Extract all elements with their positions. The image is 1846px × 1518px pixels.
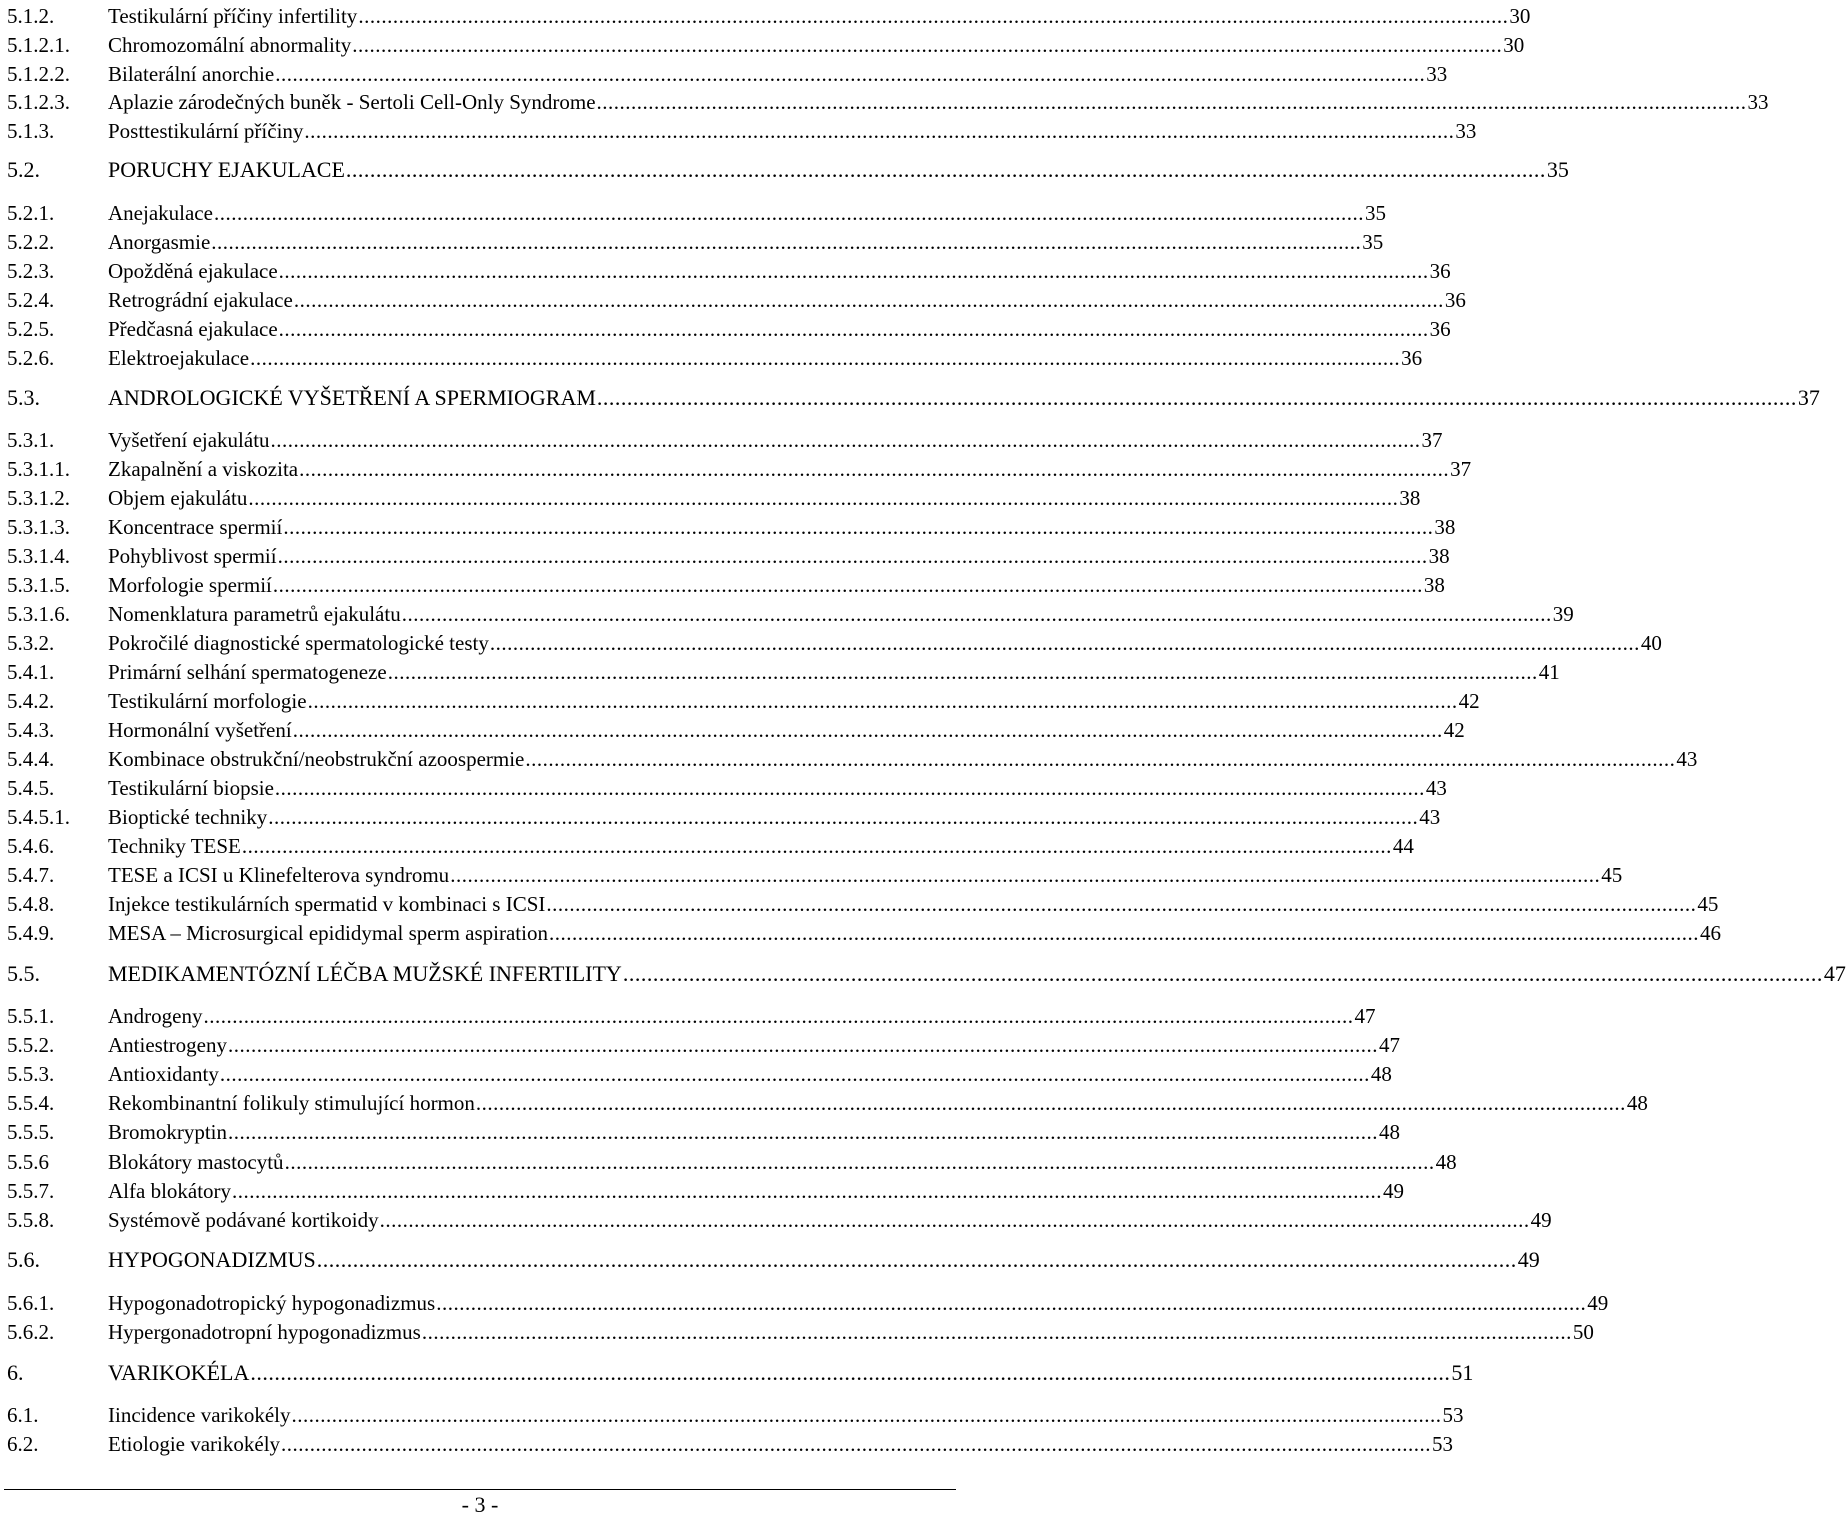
toc-entry-number: 5.3.1. — [7, 428, 55, 452]
toc-entry[interactable] — [7, 1244, 1540, 1272]
toc-entry[interactable] — [7, 58, 1448, 86]
toc-entry-number: 5.2.6. — [7, 346, 55, 370]
toc-entry-title: Koncentrace spermií — [108, 515, 283, 539]
toc-entry-title: Zkapalnění a viskozita — [108, 457, 299, 481]
toc-entry[interactable] — [7, 482, 1421, 510]
toc-entry-number: 5.4.5.1. — [7, 805, 70, 829]
toc-dot-leader: ........................................................................................................................................................................................................ — [387, 660, 1538, 684]
toc-entry-number: 5.6.1. — [7, 1291, 55, 1315]
toc-entry-title: Hormonální vyšetření — [108, 718, 292, 742]
toc-entry-number: 5.6.2. — [7, 1320, 55, 1344]
toc-entry-title: Retrográdní ejakulace — [108, 288, 293, 312]
toc-entry-number: 5.3.1.3. — [7, 515, 70, 539]
toc-entry[interactable] — [7, 598, 1574, 626]
toc-entry-number: 5.2.5. — [7, 317, 55, 341]
toc-entry-number: 5.5.2. — [7, 1033, 55, 1057]
toc-entry-title: ANDROLOGICKÉ VYŠETŘENÍ A SPERMIOGRAM — [108, 385, 596, 410]
toc-dot-leader: ........................................................................................................................................................................................................ — [307, 689, 1458, 713]
toc-entry-page: 47 — [1378, 1033, 1400, 1057]
toc-entry-number: 5.3.1.1. — [7, 457, 70, 481]
toc-entry-number: 5.2.3. — [7, 259, 55, 283]
toc-dot-leader: ........................................................................................................................................................................................................ — [450, 863, 1601, 887]
toc-entry-title: Kombinace obstrukční/neobstrukční azoospermie — [108, 747, 525, 771]
toc-entry-page: 48 — [1435, 1150, 1457, 1174]
footer-divider — [4, 1489, 956, 1490]
toc-entry-title: Anejakulace — [108, 201, 213, 225]
toc-entry[interactable] — [7, 627, 1662, 655]
toc-entry[interactable] — [7, 342, 1423, 370]
toc-entry-number: 5.4.6. — [7, 834, 55, 858]
toc-entry-number: 5.6. — [7, 1247, 40, 1272]
toc-entry-title: Nomenklatura parametrů ejakulátu — [108, 602, 401, 626]
toc-entry-page: 30 — [1503, 33, 1525, 57]
toc-dot-leader: ........................................................................................................................................................................................................ — [546, 892, 1697, 916]
toc-dot-leader: ........................................................................................................................................................................................................ — [275, 62, 1426, 86]
toc-dot-leader: ........................................................................................................................................................................................................ — [345, 157, 1546, 182]
toc-dot-leader: ........................................................................................................................................................................................................ — [379, 1208, 1530, 1232]
toc-entry-title: Pokročilé diagnostické spermatologické testy — [108, 631, 489, 655]
toc-entry[interactable] — [7, 255, 1451, 283]
toc-entry[interactable] — [7, 1204, 1552, 1232]
toc-entry-page: 38 — [1423, 573, 1445, 597]
toc-entry-title: Antiestrogeny — [108, 1033, 227, 1057]
toc-entry-page: 53 — [1442, 1403, 1464, 1427]
toc-entry-number: 5.4.8. — [7, 892, 55, 916]
toc-entry-title: Posttestikulární příčiny — [108, 119, 304, 143]
toc-entry[interactable] — [7, 714, 1465, 742]
toc-entry-page: 49 — [1587, 1291, 1609, 1315]
toc-entry[interactable] — [7, 859, 1623, 887]
toc-entry-page: 47 — [1823, 961, 1846, 986]
toc-dot-leader: ........................................................................................................................................................................................................ — [291, 1403, 1442, 1427]
toc-dot-leader: ........................................................................................................................................................................................................ — [284, 1150, 1435, 1174]
toc-entry-number: 5.5.8. — [7, 1208, 55, 1232]
toc-entry[interactable] — [7, 1357, 1474, 1385]
toc-entry-number: 5.3.1.2. — [7, 486, 70, 510]
toc-entry-page: 43 — [1419, 805, 1441, 829]
toc-dot-leader: ........................................................................................................................................................................................................ — [250, 346, 1401, 370]
toc-entry-title: Vyšetření ejakulátu — [108, 428, 270, 452]
toc-entry-page: 43 — [1425, 776, 1447, 800]
toc-dot-leader: ........................................................................................................................................................................................................ — [241, 834, 1392, 858]
toc-entry-page: 30 — [1509, 4, 1531, 28]
toc-dot-leader: ........................................................................................................................................................................................................ — [596, 90, 1747, 114]
page-number: - 3 - — [461, 1492, 499, 1517]
toc-entry-page: 36 — [1401, 346, 1423, 370]
toc-entry[interactable] — [7, 830, 1414, 858]
toc-entry-page: 40 — [1640, 631, 1662, 655]
toc-entry-page: 38 — [1399, 486, 1421, 510]
toc-entry-title: Testikulární biopsie — [108, 776, 274, 800]
toc-entry-number: 5.3.1.5. — [7, 573, 70, 597]
toc-dot-leader: ........................................................................................................................................................................................................ — [232, 1179, 1383, 1203]
toc-entry-page: 50 — [1572, 1320, 1594, 1344]
toc-entry-title: TESE a ICSI u Klinefelterova syndromu — [108, 863, 450, 887]
toc-dot-leader: ........................................................................................................................................................................................................ — [278, 317, 1429, 341]
toc-entry-title: Blokátory mastocytů — [108, 1150, 284, 1174]
toc-entry-number: 5.5.7. — [7, 1179, 55, 1203]
toc-entry[interactable] — [7, 511, 1456, 539]
toc-entry[interactable] — [7, 197, 1386, 225]
toc-entry-page: 49 — [1530, 1208, 1552, 1232]
toc-entry-page: 33 — [1426, 62, 1448, 86]
toc-entry-title: Testikulární morfologie — [108, 689, 307, 713]
toc-entry[interactable] — [7, 86, 1769, 114]
toc-entry-title: Iincidence varikokély — [108, 1403, 291, 1427]
toc-entry-number: 6. — [7, 1360, 24, 1385]
toc-dot-leader: ........................................................................................................................................................................................................ — [436, 1291, 1587, 1315]
toc-entry-page: 53 — [1432, 1432, 1454, 1456]
toc-dot-leader: ........................................................................................................................................................................................................ — [622, 961, 1823, 986]
toc-entry-title: Injekce testikulárních spermatid v kombinaci s ICSI — [108, 892, 546, 916]
toc-entry-title: Primární selhání spermatogeneze — [108, 660, 387, 684]
toc-entry[interactable] — [7, 1316, 1594, 1344]
toc-entry[interactable] — [7, 1087, 1648, 1115]
toc-entry-page: 33 — [1455, 119, 1477, 143]
toc-entry-number: 5.4.1. — [7, 660, 55, 684]
toc-entry-page: 44 — [1392, 834, 1414, 858]
toc-entry-number: 6.1. — [7, 1403, 39, 1427]
toc-entry[interactable] — [7, 154, 1569, 182]
toc-entry[interactable] — [7, 888, 1719, 916]
toc-entry-page: 33 — [1747, 90, 1769, 114]
toc-entry[interactable] — [7, 540, 1450, 568]
toc-entry-page: 49 — [1383, 1179, 1405, 1203]
toc-entry-title: Pohyblivost spermií — [108, 544, 277, 568]
toc-entry-title: Alfa blokátory — [108, 1179, 232, 1203]
toc-entry[interactable] — [7, 569, 1445, 597]
toc-entry-title: Etiologie varikokély — [108, 1432, 281, 1456]
toc-entry-number: 5.4.3. — [7, 718, 55, 742]
toc-dot-leader: ........................................................................................................................................................................................................ — [268, 805, 1419, 829]
toc-entry[interactable] — [7, 115, 1477, 143]
toc-entry-number: 5.4.4. — [7, 747, 55, 771]
toc-entry-number: 5.3. — [7, 385, 40, 410]
toc-entry-number: 5.5.6 — [7, 1150, 49, 1174]
toc-entry-title: Androgeny — [108, 1004, 203, 1028]
toc-entry-number: 5.5.3. — [7, 1062, 55, 1086]
toc-entry-number: 5.3.2. — [7, 631, 55, 655]
toc-entry-title: Techniky TESE — [108, 834, 241, 858]
toc-dot-leader: ........................................................................................................................................................................................................ — [274, 776, 1425, 800]
toc-entry-page: 49 — [1517, 1247, 1540, 1272]
toc-entry-page: 48 — [1626, 1091, 1648, 1115]
toc-dot-leader: ........................................................................................................................................................................................................ — [316, 1247, 1517, 1272]
toc-entry-title: Předčasná ejakulace — [108, 317, 278, 341]
toc-dot-leader: ........................................................................................................................................................................................................ — [248, 486, 1399, 510]
toc-entry-title: PORUCHY EJAKULACE — [108, 157, 345, 182]
toc-entry-title: Bromokryptin — [108, 1120, 227, 1144]
toc-entry-number: 5.2.4. — [7, 288, 55, 312]
toc-entry[interactable] — [7, 1287, 1609, 1315]
toc-entry-page: 35 — [1364, 201, 1386, 225]
toc-entry-title: Hypogonadotropický hypogonadizmus — [108, 1291, 436, 1315]
toc-entry-title: VARIKOKÉLA — [108, 1360, 250, 1385]
toc-entry[interactable] — [7, 772, 1447, 800]
toc-entry-page: 41 — [1538, 660, 1560, 684]
toc-entry-title: Aplazie zárodečných buněk - Sertoli Cell-Only Syndrome — [108, 90, 596, 114]
toc-entry[interactable] — [7, 424, 1443, 452]
toc-entry-number: 5.5.4. — [7, 1091, 55, 1115]
toc-entry-number: 5.1.2.1. — [7, 33, 70, 57]
toc-entry-number: 5.1.2.2. — [7, 62, 70, 86]
toc-dot-leader: ........................................................................................................................................................................................................ — [352, 33, 1503, 57]
toc-entry-title: Opožděná ejakulace — [108, 259, 278, 283]
toc-entry-title: Bioptické techniky — [108, 805, 268, 829]
toc-entry-title: Anorgasmie — [108, 230, 211, 254]
toc-entry-number: 5.4.2. — [7, 689, 55, 713]
toc-entry[interactable] — [7, 685, 1480, 713]
toc-entry[interactable] — [7, 1146, 1457, 1174]
toc-entry-number: 5.4.9. — [7, 921, 55, 945]
toc-entry-number: 5.1.2.3. — [7, 90, 70, 114]
toc-entry-page: 37 — [1797, 385, 1820, 410]
toc-dot-leader: ........................................................................................................................................................................................................ — [270, 428, 1421, 452]
toc-entry[interactable] — [7, 226, 1384, 254]
toc-dot-leader: ........................................................................................................................................................................................................ — [304, 119, 1455, 143]
toc-entry-number: 5.4.7. — [7, 863, 55, 887]
toc-dot-leader: ........................................................................................................................................................................................................ — [548, 921, 1699, 945]
toc-entry[interactable] — [7, 29, 1525, 57]
toc-dot-leader: ........................................................................................................................................................................................................ — [281, 1432, 1432, 1456]
toc-entry-page: 36 — [1444, 288, 1466, 312]
toc-entry[interactable] — [7, 1029, 1400, 1057]
toc-entry-title: MEDIKAMENTÓZNÍ LÉČBA MUŽSKÉ INFERTILITY — [108, 961, 622, 986]
toc-entry[interactable] — [7, 1399, 1464, 1427]
toc-dot-leader: ........................................................................................................................................................................................................ — [358, 4, 1509, 28]
toc-entry[interactable] — [7, 958, 1846, 986]
toc-entry-page: 42 — [1443, 718, 1465, 742]
toc-entry-number: 5.4.5. — [7, 776, 55, 800]
toc-entry[interactable] — [7, 284, 1466, 312]
toc-entry-page: 35 — [1362, 230, 1384, 254]
toc-dot-leader: ........................................................................................................................................................................................................ — [272, 573, 1423, 597]
toc-entry[interactable] — [7, 1175, 1405, 1203]
toc-entry-number: 5.5. — [7, 961, 40, 986]
toc-entry-number: 6.2. — [7, 1432, 39, 1456]
toc-entry-number: 5.5.5. — [7, 1120, 55, 1144]
toc-entry-page: 36 — [1429, 259, 1451, 283]
toc-entry[interactable] — [7, 453, 1472, 481]
toc-entry-page: 48 — [1370, 1062, 1392, 1086]
toc-entry-page: 42 — [1458, 689, 1480, 713]
toc-entry-title: Objem ejakulátu — [108, 486, 248, 510]
toc-dot-leader: ........................................................................................................................................................................................................ — [213, 201, 1364, 225]
toc-entry-page: 35 — [1546, 157, 1569, 182]
toc-entry-number: 5.2. — [7, 157, 40, 182]
toc-entry-page: 47 — [1354, 1004, 1376, 1028]
toc-entry-number: 5.5.1. — [7, 1004, 55, 1028]
toc-entry-title: Hypergonadotropní hypogonadizmus — [108, 1320, 421, 1344]
toc-dot-leader: ........................................................................................................................................................................................................ — [401, 602, 1552, 626]
toc-entry-number: 5.1.3. — [7, 119, 55, 143]
toc-entry-number: 5.2.1. — [7, 201, 55, 225]
toc-dot-leader: ........................................................................................................................................................................................................ — [525, 747, 1676, 771]
toc-entry[interactable] — [7, 801, 1441, 829]
toc-entry[interactable] — [7, 656, 1560, 684]
toc-entry[interactable] — [7, 313, 1451, 341]
toc-dot-leader: ........................................................................................................................................................................................................ — [227, 1033, 1378, 1057]
toc-entry[interactable] — [7, 1058, 1392, 1086]
toc-dot-leader: ........................................................................................................................................................................................................ — [228, 1120, 1378, 1144]
toc-entry-page: 45 — [1697, 892, 1719, 916]
toc-entry[interactable] — [7, 1000, 1376, 1028]
toc-entry-title: Antioxidanty — [108, 1062, 219, 1086]
toc-entry-page: 36 — [1429, 317, 1451, 341]
toc-dot-leader: ........................................................................................................................................................................................................ — [250, 1360, 1451, 1385]
toc-entry-page: 51 — [1451, 1360, 1474, 1385]
toc-dot-leader: ........................................................................................................................................................................................................ — [293, 288, 1444, 312]
toc-entry[interactable] — [7, 743, 1698, 771]
toc-dot-leader: ........................................................................................................................................................................................................ — [283, 515, 1434, 539]
toc-entry-page: 46 — [1699, 921, 1721, 945]
toc-entry[interactable] — [7, 917, 1721, 945]
toc-entry-page: 38 — [1434, 515, 1456, 539]
toc-entry-title: Elektroejakulace — [108, 346, 250, 370]
toc-dot-leader: ........................................................................................................................................................................................................ — [421, 1320, 1572, 1344]
toc-dot-leader: ........................................................................................................................................................................................................ — [475, 1091, 1626, 1115]
toc-entry-page: 43 — [1676, 747, 1698, 771]
toc-entry-page: 38 — [1428, 544, 1450, 568]
toc-entry[interactable] — [7, 1428, 1454, 1456]
toc-entry-page: 45 — [1601, 863, 1623, 887]
toc-entry-page: 48 — [1379, 1120, 1400, 1144]
toc-dot-leader: ........................................................................................................................................................................................................ — [219, 1062, 1370, 1086]
toc-dot-leader: ........................................................................................................................................................................................................ — [278, 259, 1429, 283]
toc-entry-title: Morfologie spermií — [108, 573, 272, 597]
toc-entry-page: 37 — [1450, 457, 1472, 481]
toc-entry-title: MESA – Microsurgical epididymal sperm aspiration — [108, 921, 548, 945]
toc-entry-number: 5.3.1.6. — [7, 602, 70, 626]
toc-entry-title: Rekombinantní folikuly stimulující hormon — [108, 1091, 475, 1115]
toc-dot-leader: ........................................................................................................................................................................................................ — [299, 457, 1450, 481]
toc-entry-page: 39 — [1552, 602, 1574, 626]
toc-entry-page: 37 — [1421, 428, 1443, 452]
toc-dot-leader: ........................................................................................................................................................................................................ — [292, 718, 1443, 742]
toc-entry[interactable] — [7, 382, 1820, 410]
toc-dot-leader: ........................................................................................................................................................................................................ — [211, 230, 1362, 254]
toc-dot-leader: ........................................................................................................................................................................................................ — [489, 631, 1640, 655]
toc-entry-number: 5.2.2. — [7, 230, 55, 254]
toc-entry-title: HYPOGONADIZMUS — [108, 1247, 316, 1272]
toc-entry-number: 5.3.1.4. — [7, 544, 70, 568]
toc-entry-title: Chromozomální abnormality — [108, 33, 352, 57]
toc-entry-title: Bilaterální anorchie — [108, 62, 275, 86]
toc-dot-leader: ........................................................................................................................................................................................................ — [203, 1004, 1354, 1028]
toc-entry[interactable] — [7, 0, 1531, 28]
toc-dot-leader: ........................................................................................................................................................................................................ — [596, 385, 1797, 410]
toc-entry-title: Systémově podávané kortikoidy — [108, 1208, 379, 1232]
toc-entry-title: Testikulární příčiny infertility — [108, 4, 358, 28]
toc-entry[interactable] — [7, 1116, 1400, 1144]
toc-entry-number: 5.1.2. — [7, 4, 55, 28]
toc-dot-leader: ........................................................................................................................................................................................................ — [277, 544, 1428, 568]
